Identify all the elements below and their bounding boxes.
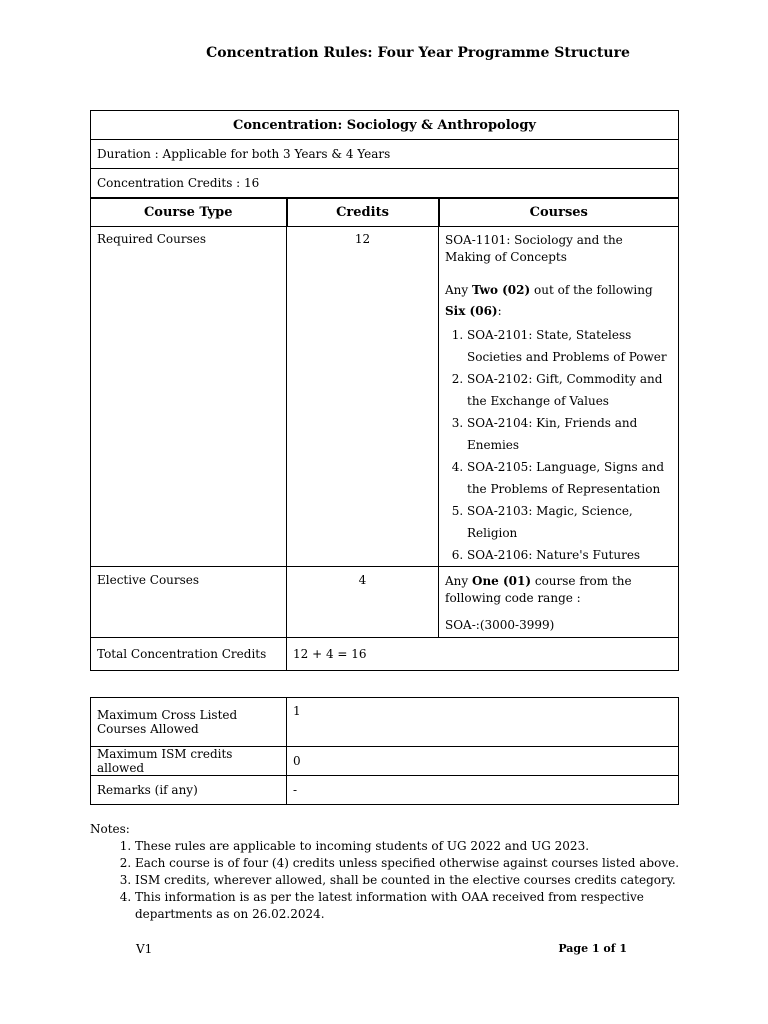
required-courses-row: [91, 227, 679, 567]
list-item: 3. ISM credits, wherever allowed, shall be counted in the elective courses credits category.: [135, 872, 690, 889]
list-item: 6. SOA-2106: Nature's Futures: [467, 544, 672, 566]
elective-credits: 4: [287, 567, 439, 638]
total-value: 12 + 4 = 16: [287, 638, 679, 671]
page-title: Concentration Rules: Four Year Programme Structure: [206, 45, 630, 61]
elective-choice-rule: Any One (01) course from the following code range :: [445, 574, 632, 605]
version-label: V1: [136, 942, 153, 956]
notes-section: [90, 822, 690, 923]
list-item: 3. SOA-2104: Kin, Friends and Enemies: [467, 412, 672, 456]
limits-table: [90, 697, 679, 805]
notes-list: [90, 838, 690, 923]
list-item: 1. SOA-2101: State, Stateless Societies and Problems of Power: [467, 324, 672, 368]
total-row: [91, 638, 679, 671]
cross-listed-value: 1: [287, 698, 679, 747]
table-row: [91, 776, 679, 805]
header-course-type: Course Type: [91, 198, 287, 227]
total-label: Total Concentration Credits: [91, 638, 287, 671]
header-courses: Courses: [439, 198, 679, 227]
list-item: 5. SOA-2103: Magic, Science, Religion: [467, 500, 672, 544]
table-row: [91, 747, 679, 776]
remarks-value: -: [287, 776, 679, 805]
core-course: SOA-1101: Sociology and the Making of Concepts: [445, 233, 623, 264]
elective-courses-row: [91, 567, 679, 638]
remarks-label: Remarks (if any): [91, 776, 287, 805]
concentration-name: Concentration: Sociology & Anthropology: [91, 111, 679, 140]
required-options-list: [445, 324, 672, 566]
column-headers: [91, 198, 679, 227]
ism-credits-value: 0: [287, 747, 679, 776]
required-courses-cell: [439, 227, 679, 567]
list-item: 2. Each course is of four (4) credits unless specified otherwise against courses listed above.: [135, 855, 690, 872]
list-item: 2. SOA-2102: Gift, Commodity and the Exchange of Values: [467, 368, 672, 412]
required-type: Required Courses: [91, 227, 287, 567]
required-choice-rule: Any Two (02) out of the following Six (06):: [445, 283, 653, 318]
ism-credits-label: Maximum ISM credits allowed: [91, 747, 287, 776]
table-row: [91, 698, 679, 747]
header-credits: Credits: [287, 198, 439, 227]
concentration-table: [90, 110, 679, 671]
elective-type: Elective Courses: [91, 567, 287, 638]
list-item: 1. These rules are applicable to incoming students of UG 2022 and UG 2023.: [135, 838, 690, 855]
concentration-credits: Concentration Credits : 16: [91, 169, 679, 199]
list-item: 4. This information is as per the latest information with OAA received from respective departments as on 26.02.2024.: [135, 889, 690, 923]
elective-courses-cell: [439, 567, 679, 638]
required-credits: 12: [287, 227, 439, 567]
list-item: 4. SOA-2105: Language, Signs and the Problems of Representation: [467, 456, 672, 500]
duration-text: Duration : Applicable for both 3 Years & 4 Years: [91, 140, 679, 169]
elective-code-range: SOA-:(3000-3999): [445, 618, 555, 632]
notes-label: Notes:: [90, 822, 130, 836]
cross-listed-label: Maximum Cross Listed Courses Allowed: [91, 698, 287, 747]
page-number: Page 1 of 1: [558, 942, 627, 955]
